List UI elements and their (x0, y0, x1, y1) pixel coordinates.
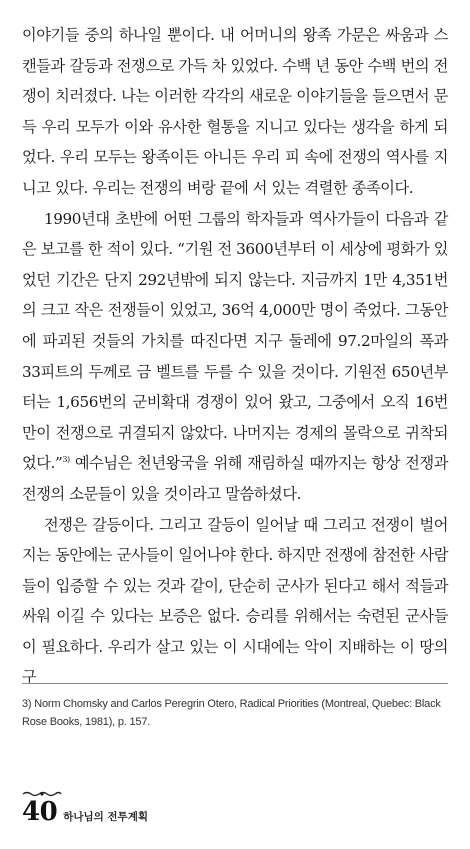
paragraph-2-text-after: 예수님은 천년왕국을 위해 재림하실 때까지는 항상 전쟁과 전쟁의 소문들이 있을 것이라고 말씀하셨다. (22, 454, 448, 503)
paragraph-2-text: 1990년대 초반에 어떤 그룹의 학자들과 역사가들이 다음과 같은 보고를 한 적이 있다. “기원 전 3600년부터 이 세상에 평화가 있었던 기간은 단지 292년밖에 되지 않는다. 지금까지 1만 4,351번의 크고 작은 전쟁들이 있었고, 36억 4,000만 명이 죽었다. 그동안에 파괴된 것들의 가치를 따진다면 지구 둘레에 97.2마일의 폭과 33피트의 두께로 금 벨트를 두를 수 있을 것이다. 기원전 650년부터는 1,656번의 군비확대 경쟁이 있어 왔고, 그중에서 오직 16번만이 전쟁으로 귀결되지 않았다. 나머지는 경제의 몰락으로 귀착되었다.” (22, 209, 448, 473)
paragraph-3 (22, 510, 448, 694)
footnote-divider (22, 683, 448, 684)
running-title: 하나님의 전투계획 (63, 811, 148, 823)
folio (22, 797, 148, 827)
footnote: 3) Norm Chomsky and Carlos Peregrin Otero, Radical Priorities (Montreal, Quebec: Black Rose Books, 1981), p. 157. (22, 698, 441, 728)
paragraph-3-text: 전쟁은 갈등이다. 그리고 갈등이 일어날 때 그리고 전쟁이 벌어지는 동안에는 군사들이 일어나야 한다. 하지만 전쟁에 참전한 사람들이 입증할 수 있는 것과 같이, 단순히 군사가 된다고 해서 적들과 싸워 이길 수 있다는 보증은 없다. 승리를 위해서는 숙련된 군사들이 필요하다. 우리가 살고 있는 이 시대에는 악이 지배하는 이 땅의 구 (22, 515, 448, 687)
footnote-reference: 3) (62, 455, 70, 465)
paragraph-1 (22, 20, 448, 204)
page-number: 40 (22, 797, 58, 827)
body-text (22, 20, 448, 693)
paragraph-1-text: 이야기들 중의 하나일 뿐이다. 내 어머니의 왕족 가문은 싸움과 스캔들과 갈등과 전쟁으로 가득 차 있었다. 수백 년 동안 수백 번의 전쟁이 치러졌다. 나는 이러한 각각의 새로운 이야기들을 들으면서 문득 우리 모두가 이와 유사한 혈통을 지니고 있다는 생각을 하게 되었다. 우리 모두는 왕족이든 아니든 우리 피 속에 전쟁의 역사를 지니고 있다. 우리는 전쟁의 벼랑 끝에 서 있는 격렬한 종족이다. (22, 26, 448, 197)
paragraph-2 (22, 204, 448, 510)
